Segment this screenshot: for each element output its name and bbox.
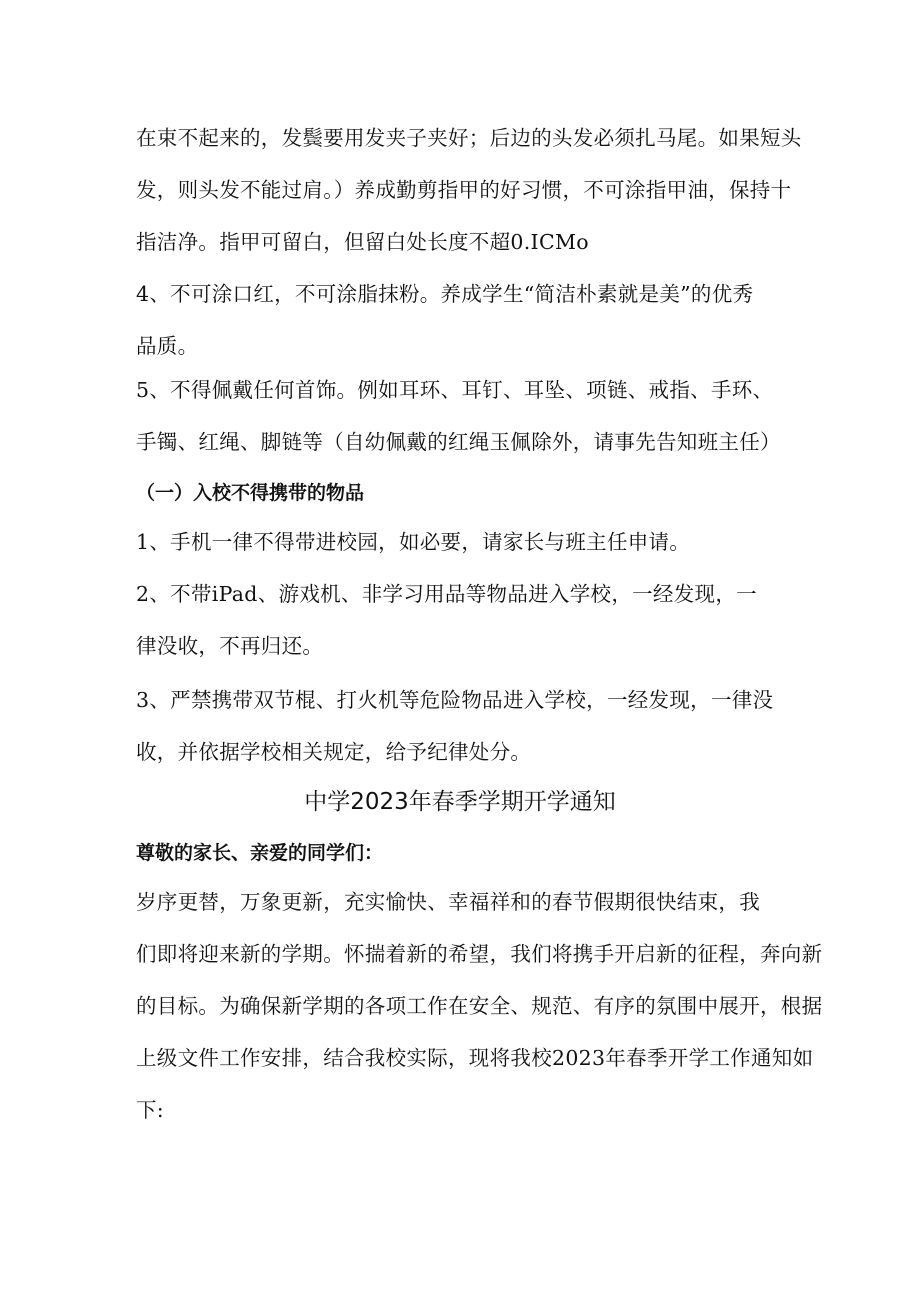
item-5-paragraph bbox=[136, 364, 816, 468]
paragraph-line: 品质。 bbox=[136, 334, 199, 358]
paragraph-line-wrapper bbox=[136, 516, 816, 568]
paragraph-line: 下: bbox=[136, 1098, 165, 1122]
paragraph-line: 收，并依据学校相关规定，给予纪律处分。 bbox=[136, 740, 532, 764]
paragraph-line: 上级文件工作安排，结合我校实际，现将我校2023年春季开学工作通知如 bbox=[136, 1046, 814, 1070]
rule-2-paragraph bbox=[136, 568, 816, 672]
paragraph-line-wrapper bbox=[136, 364, 816, 416]
paragraph-line: 4、不可涂口红，不可涂脂抹粉。养成学生“简洁朴素就是美”的优秀 bbox=[136, 282, 754, 306]
paragraph-line-wrapper bbox=[136, 268, 816, 320]
paragraph-line: 5、不得佩戴任何首饰。例如耳环、耳钉、耳坠、项链、戒指、手环、 bbox=[136, 378, 774, 402]
rule-3-paragraph bbox=[136, 674, 816, 778]
paragraph-line: 律没收，不再归还。 bbox=[136, 634, 324, 658]
paragraph-line: 的目标。为确保新学期的各项工作在安全、规范、有序的氛围中展开，根据 bbox=[136, 994, 823, 1018]
paragraph-line: 发，则头发不能过肩。）养成勤剪指甲的好习惯，不可涂指甲油，保持十 bbox=[136, 178, 792, 202]
paragraph-line-wrapper bbox=[136, 568, 816, 620]
paragraph-line: 在束不起来的，发鬓要用发夹子夹好；后边的头发必须扎马尾。如果短头 bbox=[136, 126, 802, 150]
intro-paragraph bbox=[136, 876, 823, 1136]
paragraph-line: 们即将迎来新的学期。怀揣着新的希望，我们将携手开启新的征程，奔向新 bbox=[136, 942, 823, 966]
salutation: 尊敬的家长、亲爱的同学们： bbox=[136, 842, 384, 864]
item-4-paragraph bbox=[136, 268, 816, 372]
paragraph-line: 3、严禁携带双节棍、打火机等危险物品进入学校，一经发现，一律没 bbox=[136, 688, 774, 712]
paragraph-line: 指洁净。指甲可留白，但留白处长度不超0.ICMo bbox=[136, 230, 589, 254]
section-heading: （一）入校不得携带的物品 bbox=[136, 482, 365, 504]
continuation-paragraph bbox=[136, 112, 816, 268]
paragraph-line: 手镯、红绳、脚链等（自幼佩戴的红绳玉佩除外，请事先告知班主任） bbox=[136, 430, 781, 454]
paragraph-line-wrapper bbox=[136, 674, 816, 726]
rule-1-paragraph bbox=[136, 516, 816, 568]
notice-title: 中学2023年春季学期开学通知 bbox=[304, 789, 616, 815]
paragraph-line-wrapper bbox=[136, 876, 816, 928]
paragraph-line: 岁序更替，万象更新，充实愉快、幸福祥和的春节假期很快结束，我 bbox=[136, 890, 760, 914]
paragraph-line: 1、手机一律不得带进校园，如必要，请家长与班主任申请。 bbox=[136, 530, 691, 554]
paragraph-line: 2、不带iPad、游戏机、非学习用品等物品进入学校，一经发现，一 bbox=[136, 582, 757, 606]
